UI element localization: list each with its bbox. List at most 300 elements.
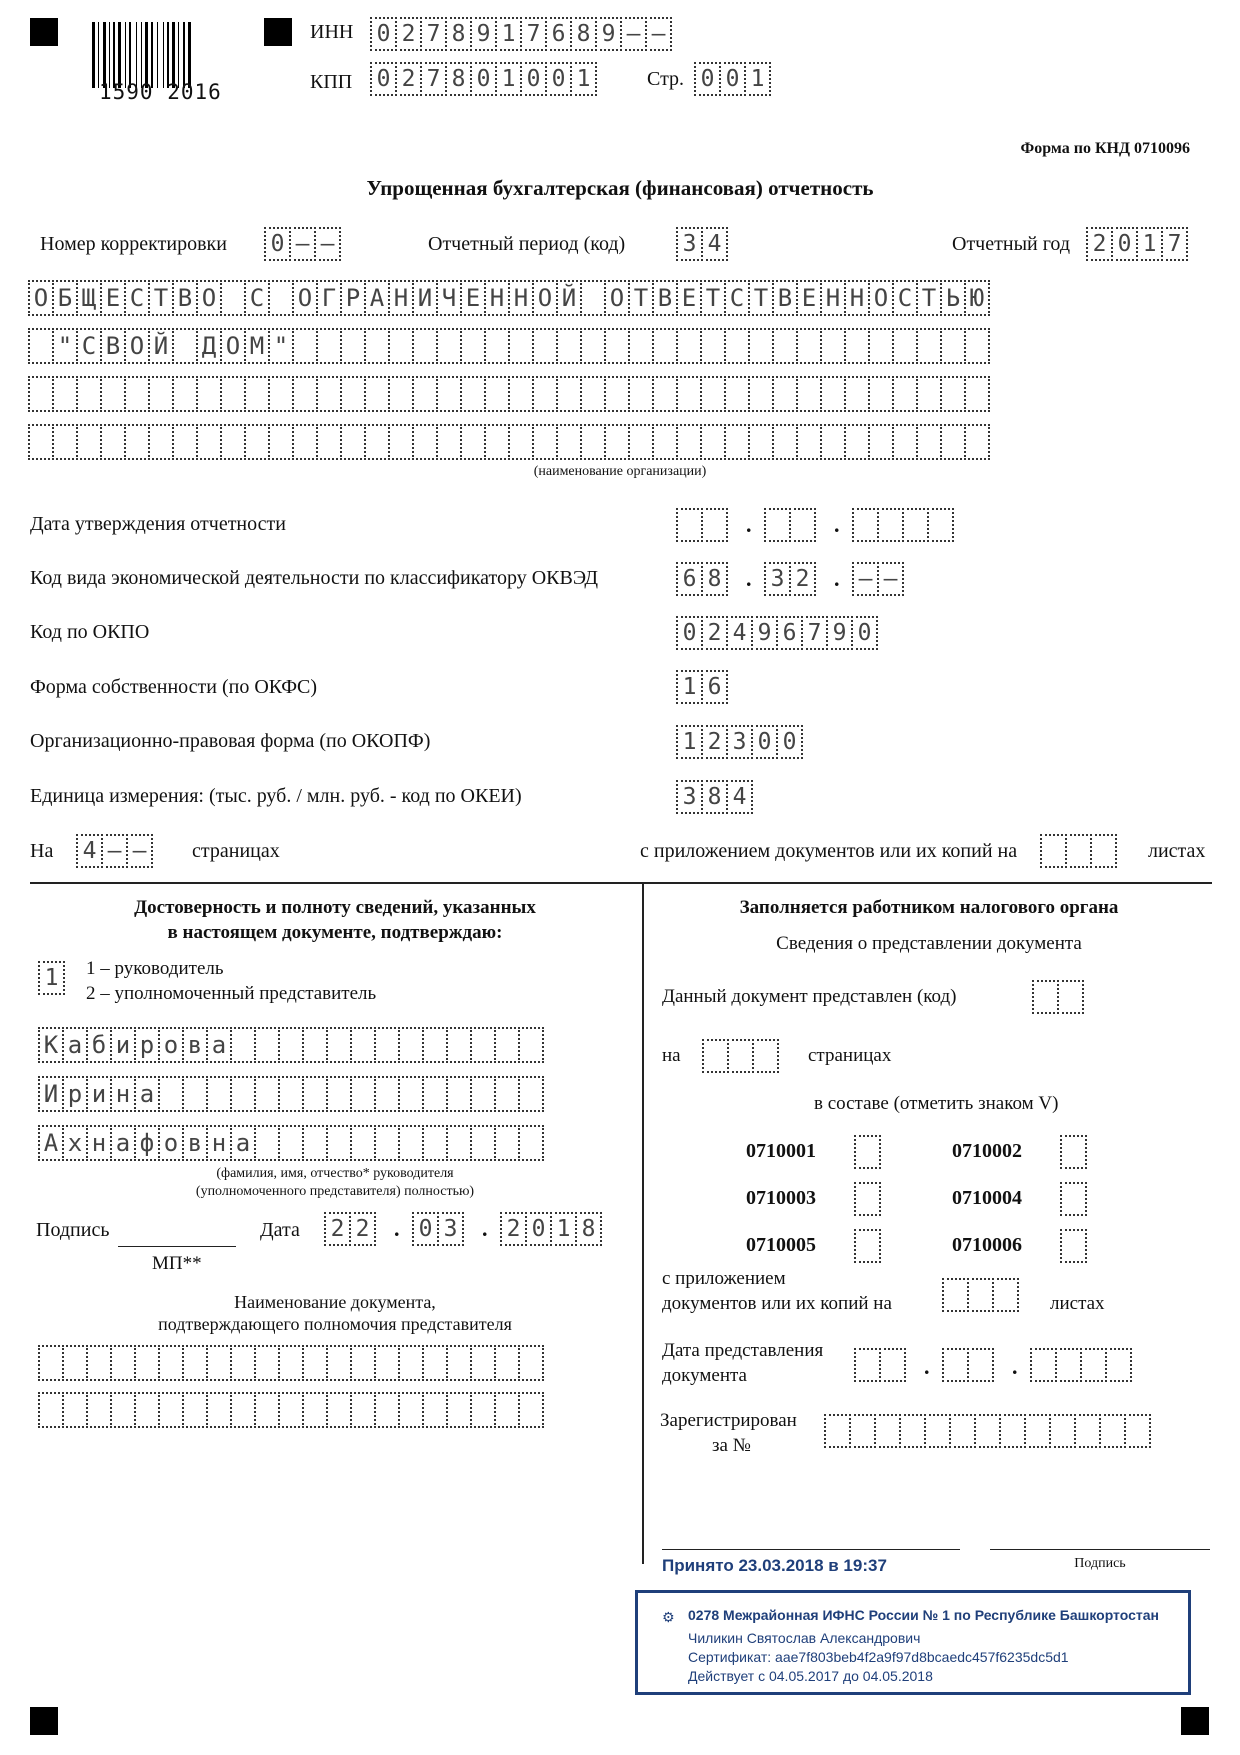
char-cell[interactable] [206, 1392, 232, 1428]
char-cell[interactable] [820, 376, 846, 412]
char-cell[interactable] [470, 1125, 496, 1161]
char-cell[interactable] [268, 376, 294, 412]
authority-doc-row-2[interactable] [38, 1392, 542, 1428]
char-cell[interactable]: 1 [1136, 227, 1163, 261]
char-cell[interactable]: Д [196, 328, 222, 364]
form-0710001-checkbox[interactable] [854, 1135, 879, 1169]
char-cell[interactable] [764, 508, 791, 542]
char-cell[interactable] [292, 328, 318, 364]
char-cell[interactable]: 3 [726, 725, 753, 759]
char-cell[interactable] [350, 1392, 376, 1428]
char-cell[interactable]: О [28, 280, 54, 316]
char-cell[interactable] [1024, 1414, 1051, 1448]
char-cell[interactable]: в [182, 1125, 208, 1161]
char-cell[interactable] [302, 1345, 328, 1381]
char-cell[interactable] [412, 424, 438, 460]
page-number-field[interactable] [694, 62, 769, 96]
char-cell[interactable] [110, 1392, 136, 1428]
char-cell[interactable] [927, 508, 954, 542]
char-cell[interactable] [278, 1345, 304, 1381]
char-cell[interactable] [28, 328, 54, 364]
char-cell[interactable] [388, 376, 414, 412]
char-cell[interactable] [772, 424, 798, 460]
char-cell[interactable] [196, 424, 222, 460]
char-cell[interactable] [892, 424, 918, 460]
char-cell[interactable]: 3 [437, 1212, 464, 1246]
char-cell[interactable]: Е [796, 280, 822, 316]
char-cell[interactable] [62, 1392, 88, 1428]
char-cell[interactable] [302, 1027, 328, 1063]
sign-date-year[interactable] [500, 1212, 600, 1246]
char-cell[interactable]: 3 [676, 227, 703, 261]
char-cell[interactable] [1124, 1414, 1151, 1448]
char-cell[interactable] [364, 424, 390, 460]
char-cell[interactable] [494, 1076, 520, 1112]
char-cell[interactable]: Ю [964, 280, 990, 316]
char-cell[interactable] [388, 424, 414, 460]
char-cell[interactable] [508, 328, 534, 364]
char-cell[interactable] [796, 424, 822, 460]
char-cell[interactable]: 2 [701, 616, 728, 650]
char-cell[interactable] [470, 1345, 496, 1381]
char-cell[interactable]: н [86, 1125, 112, 1161]
char-cell[interactable] [148, 376, 174, 412]
char-cell[interactable] [422, 1392, 448, 1428]
char-cell[interactable]: 6 [776, 616, 803, 650]
char-cell[interactable] [940, 376, 966, 412]
char-cell[interactable] [196, 376, 222, 412]
char-cell[interactable]: – [852, 562, 879, 596]
char-cell[interactable] [86, 1392, 112, 1428]
char-cell[interactable] [340, 424, 366, 460]
org-name-row-2[interactable] [28, 328, 988, 364]
char-cell[interactable]: и [110, 1027, 136, 1063]
char-cell[interactable]: С [892, 280, 918, 316]
char-cell[interactable] [374, 1345, 400, 1381]
char-cell[interactable]: Е [676, 280, 702, 316]
char-cell[interactable] [844, 424, 870, 460]
char-cell[interactable]: – [645, 17, 672, 51]
char-cell[interactable] [964, 424, 990, 460]
char-cell[interactable] [494, 1027, 520, 1063]
char-cell[interactable] [302, 1392, 328, 1428]
char-cell[interactable] [220, 280, 246, 316]
char-cell[interactable] [580, 424, 606, 460]
char-cell[interactable] [422, 1125, 448, 1161]
char-cell[interactable]: 1 [495, 62, 522, 96]
char-cell[interactable]: Н [388, 280, 414, 316]
char-cell[interactable] [604, 424, 630, 460]
char-cell[interactable] [1090, 834, 1117, 868]
char-cell[interactable] [148, 424, 174, 460]
tax-attach-field[interactable] [942, 1278, 1017, 1312]
char-cell[interactable]: Н [484, 280, 510, 316]
char-cell[interactable] [446, 1027, 472, 1063]
char-cell[interactable]: 7 [420, 17, 447, 51]
char-cell[interactable] [422, 1076, 448, 1112]
char-cell[interactable] [110, 1345, 136, 1381]
char-cell[interactable]: А [38, 1125, 64, 1161]
char-cell[interactable]: О [220, 328, 246, 364]
char-cell[interactable] [470, 1076, 496, 1112]
char-cell[interactable]: – [126, 834, 153, 868]
char-cell[interactable]: И [38, 1076, 64, 1112]
char-cell[interactable]: 0 [776, 725, 803, 759]
char-cell[interactable] [350, 1125, 376, 1161]
first-name-field[interactable] [38, 1076, 542, 1112]
char-cell[interactable] [967, 1278, 994, 1312]
char-cell[interactable]: 9 [751, 616, 778, 650]
submission-date-day[interactable] [854, 1348, 904, 1382]
char-cell[interactable]: О [292, 280, 318, 316]
char-cell[interactable] [374, 1125, 400, 1161]
char-cell[interactable] [1065, 834, 1092, 868]
char-cell[interactable] [1032, 980, 1059, 1014]
char-cell[interactable]: 2 [349, 1212, 376, 1246]
char-cell[interactable] [388, 328, 414, 364]
char-cell[interactable]: 1 [744, 62, 771, 96]
char-cell[interactable] [844, 328, 870, 364]
char-cell[interactable]: 0 [264, 227, 291, 261]
char-cell[interactable] [532, 424, 558, 460]
char-cell[interactable]: Р [340, 280, 366, 316]
char-cell[interactable] [916, 376, 942, 412]
char-cell[interactable]: М [244, 328, 270, 364]
char-cell[interactable] [628, 376, 654, 412]
char-cell[interactable]: О [604, 280, 630, 316]
char-cell[interactable]: С [724, 280, 750, 316]
registration-number-field[interactable] [824, 1414, 1149, 1448]
okved-part-1[interactable] [676, 562, 726, 596]
char-cell[interactable] [470, 1392, 496, 1428]
char-cell[interactable] [727, 1039, 754, 1073]
char-cell[interactable] [892, 328, 918, 364]
char-cell[interactable] [772, 328, 798, 364]
char-cell[interactable]: в [182, 1027, 208, 1063]
char-cell[interactable]: 0 [412, 1212, 439, 1246]
char-cell[interactable] [676, 328, 702, 364]
char-cell[interactable] [518, 1392, 544, 1428]
char-cell[interactable]: Т [628, 280, 654, 316]
char-cell[interactable]: О [868, 280, 894, 316]
char-cell[interactable] [350, 1027, 376, 1063]
char-cell[interactable]: 6 [545, 17, 572, 51]
char-cell[interactable] [916, 424, 942, 460]
char-cell[interactable] [172, 424, 198, 460]
char-cell[interactable] [446, 1345, 472, 1381]
char-cell[interactable] [278, 1392, 304, 1428]
char-cell[interactable]: С [124, 280, 150, 316]
char-cell[interactable]: 2 [789, 562, 816, 596]
char-cell[interactable]: С [244, 280, 270, 316]
okved-part-3[interactable] [852, 562, 902, 596]
char-cell[interactable]: – [620, 17, 647, 51]
char-cell[interactable] [518, 1125, 544, 1161]
correction-field[interactable] [264, 227, 339, 261]
char-cell[interactable] [326, 1027, 352, 1063]
form-0710006-checkbox[interactable] [1060, 1229, 1085, 1263]
char-cell[interactable]: 0 [676, 616, 703, 650]
char-cell[interactable] [254, 1076, 280, 1112]
char-cell[interactable]: 7 [420, 62, 447, 96]
char-cell[interactable] [292, 424, 318, 460]
char-cell[interactable] [824, 1414, 851, 1448]
char-cell[interactable]: 1 [38, 961, 65, 995]
char-cell[interactable] [789, 508, 816, 542]
char-cell[interactable] [316, 376, 342, 412]
okpo-field[interactable] [676, 616, 876, 650]
char-cell[interactable] [292, 376, 318, 412]
char-cell[interactable]: о [158, 1027, 184, 1063]
char-cell[interactable]: 0 [1111, 227, 1138, 261]
char-cell[interactable] [254, 1125, 280, 1161]
char-cell[interactable]: С [76, 328, 102, 364]
char-cell[interactable] [62, 1345, 88, 1381]
char-cell[interactable] [124, 376, 150, 412]
char-cell[interactable] [518, 1027, 544, 1063]
char-cell[interactable]: Б [52, 280, 78, 316]
form-0710002-checkbox[interactable] [1060, 1135, 1085, 1169]
char-cell[interactable]: 1 [495, 17, 522, 51]
char-cell[interactable]: 2 [395, 62, 422, 96]
char-cell[interactable] [446, 1392, 472, 1428]
char-cell[interactable] [230, 1076, 256, 1112]
char-cell[interactable]: О [196, 280, 222, 316]
char-cell[interactable] [398, 1125, 424, 1161]
char-cell[interactable]: 7 [801, 616, 828, 650]
char-cell[interactable] [302, 1125, 328, 1161]
char-cell[interactable] [38, 1392, 64, 1428]
char-cell[interactable] [326, 1345, 352, 1381]
char-cell[interactable] [748, 328, 774, 364]
char-cell[interactable] [374, 1027, 400, 1063]
char-cell[interactable] [412, 328, 438, 364]
char-cell[interactable] [844, 376, 870, 412]
signer-type-field[interactable] [38, 961, 63, 995]
char-cell[interactable]: 9 [470, 17, 497, 51]
char-cell[interactable]: 8 [445, 62, 472, 96]
char-cell[interactable] [470, 1027, 496, 1063]
char-cell[interactable] [254, 1392, 280, 1428]
char-cell[interactable] [172, 376, 198, 412]
char-cell[interactable]: В [772, 280, 798, 316]
char-cell[interactable] [494, 1345, 520, 1381]
char-cell[interactable] [254, 1027, 280, 1063]
char-cell[interactable]: 9 [595, 17, 622, 51]
okved-part-2[interactable] [764, 562, 814, 596]
char-cell[interactable] [964, 376, 990, 412]
char-cell[interactable] [398, 1076, 424, 1112]
char-cell[interactable] [52, 376, 78, 412]
char-cell[interactable]: Т [916, 280, 942, 316]
char-cell[interactable]: " [268, 328, 294, 364]
char-cell[interactable] [316, 424, 342, 460]
char-cell[interactable] [316, 328, 342, 364]
char-cell[interactable]: А [364, 280, 390, 316]
char-cell[interactable]: 0 [525, 1212, 552, 1246]
char-cell[interactable]: Н [820, 280, 846, 316]
sign-date-day[interactable] [324, 1212, 374, 1246]
char-cell[interactable] [748, 424, 774, 460]
char-cell[interactable]: 6 [676, 562, 703, 596]
char-cell[interactable] [852, 508, 879, 542]
char-cell[interactable]: 2 [395, 17, 422, 51]
char-cell[interactable]: В [100, 328, 126, 364]
char-cell[interactable] [796, 376, 822, 412]
char-cell[interactable] [350, 1076, 376, 1112]
org-name-row-1[interactable] [28, 280, 988, 316]
char-cell[interactable] [1040, 834, 1067, 868]
char-cell[interactable] [28, 376, 54, 412]
surname-field[interactable] [38, 1027, 542, 1063]
submission-date-month[interactable] [942, 1348, 992, 1382]
char-cell[interactable]: 7 [1161, 227, 1188, 261]
char-cell[interactable]: О [124, 328, 150, 364]
char-cell[interactable] [924, 1414, 951, 1448]
char-cell[interactable] [364, 328, 390, 364]
char-cell[interactable] [748, 376, 774, 412]
char-cell[interactable] [340, 376, 366, 412]
char-cell[interactable] [436, 328, 462, 364]
org-name-row-4[interactable] [28, 424, 988, 460]
char-cell[interactable] [244, 424, 270, 460]
char-cell[interactable]: 0 [751, 725, 778, 759]
char-cell[interactable] [724, 376, 750, 412]
char-cell[interactable]: 8 [570, 17, 597, 51]
char-cell[interactable]: 8 [701, 562, 728, 596]
char-cell[interactable]: Ь [940, 280, 966, 316]
char-cell[interactable] [892, 376, 918, 412]
char-cell[interactable]: о [158, 1125, 184, 1161]
char-cell[interactable] [422, 1345, 448, 1381]
char-cell[interactable] [532, 376, 558, 412]
char-cell[interactable] [942, 1278, 969, 1312]
period-field[interactable] [676, 227, 726, 261]
form-0710004-checkbox[interactable] [1060, 1182, 1085, 1216]
char-cell[interactable]: Г [316, 280, 342, 316]
char-cell[interactable] [134, 1345, 160, 1381]
char-cell[interactable] [230, 1027, 256, 1063]
char-cell[interactable]: 4 [76, 834, 103, 868]
char-cell[interactable]: " [52, 328, 78, 364]
char-cell[interactable] [76, 376, 102, 412]
char-cell[interactable] [398, 1345, 424, 1381]
char-cell[interactable]: н [110, 1076, 136, 1112]
sign-date-month[interactable] [412, 1212, 462, 1246]
submission-date-year[interactable] [1030, 1348, 1130, 1382]
pages-field[interactable] [76, 834, 151, 868]
char-cell[interactable]: Т [748, 280, 774, 316]
char-cell[interactable] [702, 1039, 729, 1073]
char-cell[interactable] [494, 1392, 520, 1428]
char-cell[interactable] [508, 424, 534, 460]
char-cell[interactable] [580, 376, 606, 412]
char-cell[interactable]: В [172, 280, 198, 316]
approval-date-year[interactable] [852, 508, 952, 542]
char-cell[interactable] [100, 376, 126, 412]
char-cell[interactable] [460, 328, 486, 364]
char-cell[interactable] [220, 376, 246, 412]
char-cell[interactable]: р [62, 1076, 88, 1112]
char-cell[interactable]: 6 [701, 670, 728, 704]
char-cell[interactable] [700, 328, 726, 364]
char-cell[interactable] [220, 424, 246, 460]
char-cell[interactable] [992, 1278, 1019, 1312]
char-cell[interactable]: 1 [676, 725, 703, 759]
char-cell[interactable] [1099, 1414, 1126, 1448]
char-cell[interactable] [268, 424, 294, 460]
char-cell[interactable] [899, 1414, 926, 1448]
char-cell[interactable] [28, 424, 54, 460]
char-cell[interactable] [604, 376, 630, 412]
char-cell[interactable]: Т [700, 280, 726, 316]
char-cell[interactable] [999, 1414, 1026, 1448]
char-cell[interactable] [1049, 1414, 1076, 1448]
org-name-row-3[interactable] [28, 376, 988, 412]
char-cell[interactable] [1057, 980, 1084, 1014]
char-cell[interactable]: – [877, 562, 904, 596]
char-cell[interactable] [902, 508, 929, 542]
char-cell[interactable] [916, 328, 942, 364]
char-cell[interactable] [949, 1414, 976, 1448]
char-cell[interactable]: 1 [676, 670, 703, 704]
char-cell[interactable]: н [206, 1125, 232, 1161]
char-cell[interactable] [508, 376, 534, 412]
char-cell[interactable] [652, 328, 678, 364]
char-cell[interactable]: 0 [719, 62, 746, 96]
char-cell[interactable]: В [652, 280, 678, 316]
char-cell[interactable]: Е [100, 280, 126, 316]
char-cell[interactable]: 4 [726, 616, 753, 650]
char-cell[interactable]: 0 [370, 17, 397, 51]
char-cell[interactable]: Е [460, 280, 486, 316]
char-cell[interactable] [868, 424, 894, 460]
char-cell[interactable] [302, 1076, 328, 1112]
char-cell[interactable] [964, 328, 990, 364]
char-cell[interactable] [244, 376, 270, 412]
char-cell[interactable]: и [86, 1076, 112, 1112]
char-cell[interactable]: а [134, 1076, 160, 1112]
char-cell[interactable] [412, 376, 438, 412]
char-cell[interactable]: Ч [436, 280, 462, 316]
char-cell[interactable] [374, 1076, 400, 1112]
char-cell[interactable]: И [412, 280, 438, 316]
char-cell[interactable]: х [62, 1125, 88, 1161]
char-cell[interactable] [874, 1414, 901, 1448]
char-cell[interactable]: 2 [1086, 227, 1113, 261]
char-cell[interactable] [820, 424, 846, 460]
char-cell[interactable] [752, 1039, 779, 1073]
char-cell[interactable] [100, 424, 126, 460]
attachments-field[interactable] [1040, 834, 1115, 868]
patronymic-field[interactable] [38, 1125, 542, 1161]
char-cell[interactable] [38, 1345, 64, 1381]
char-cell[interactable]: – [289, 227, 316, 261]
char-cell[interactable] [868, 376, 894, 412]
char-cell[interactable] [326, 1125, 352, 1161]
char-cell[interactable] [700, 376, 726, 412]
char-cell[interactable]: 4 [701, 227, 728, 261]
char-cell[interactable] [652, 424, 678, 460]
char-cell[interactable] [182, 1345, 208, 1381]
char-cell[interactable] [518, 1076, 544, 1112]
char-cell[interactable] [182, 1392, 208, 1428]
char-cell[interactable]: Й [556, 280, 582, 316]
char-cell[interactable] [484, 328, 510, 364]
char-cell[interactable] [940, 328, 966, 364]
char-cell[interactable]: 0 [545, 62, 572, 96]
char-cell[interactable] [52, 424, 78, 460]
